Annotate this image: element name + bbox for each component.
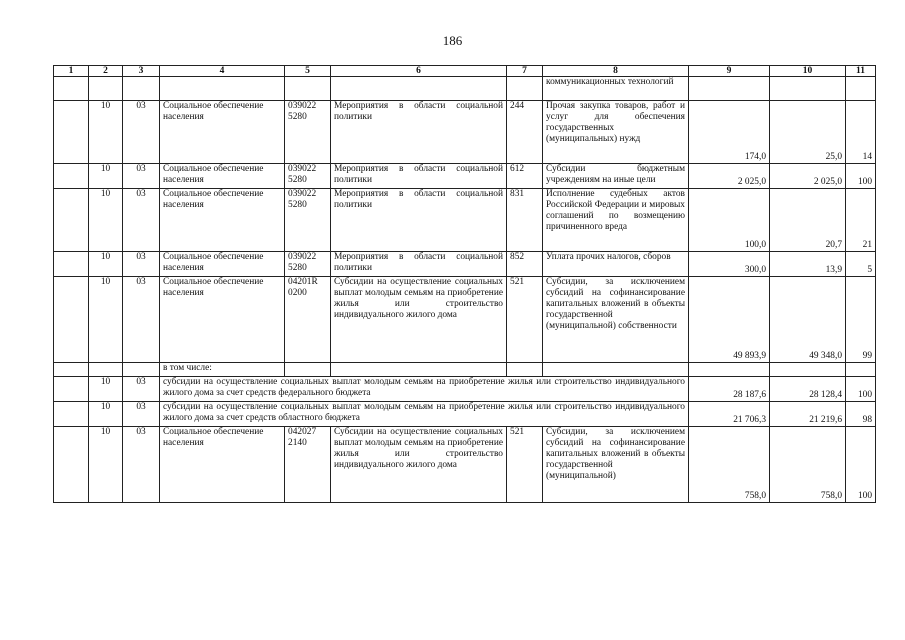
cell-section-name: Социальное обеспечение населения — [160, 189, 285, 252]
cell-plan: 28 187,6 — [689, 377, 770, 402]
cell-section-name: Социальное обеспечение населения — [160, 427, 285, 503]
column-header: 7 — [507, 66, 543, 77]
cell-section-name — [160, 77, 285, 101]
cell-expense-type: 521 — [507, 427, 543, 503]
cell-target-code: 039022 5280 — [285, 101, 331, 164]
budget-table — [53, 65, 876, 503]
cell-section: 10 — [89, 164, 123, 189]
cell-expense-type: 612 — [507, 164, 543, 189]
cell-target-code: 039022 5280 — [285, 189, 331, 252]
cell-subsection: 03 — [123, 377, 160, 402]
cell-subsection: 03 — [123, 164, 160, 189]
cell-col1 — [54, 101, 89, 164]
cell-actual: 758,0 — [770, 427, 846, 503]
cell-percent: 5 — [846, 252, 876, 277]
cell-col1 — [54, 277, 89, 363]
cell-actual: 2 025,0 — [770, 164, 846, 189]
merged-description-cell: субсидии на осуществление социальных выплат молодым семьям на приобретение жилья или строительство индивидуального жилого дома за счет средств федерального бюджета — [160, 377, 689, 402]
cell-subsection: 03 — [123, 427, 160, 503]
column-header: 4 — [160, 66, 285, 77]
cell-expense-name: Исполнение судебных актов Российской Федерации и мировых соглашений по возмещению причиненного вреда — [543, 189, 689, 252]
cell-section: 10 — [89, 402, 123, 427]
column-header: 10 — [770, 66, 846, 77]
cell-expense-type: 244 — [507, 101, 543, 164]
cell-percent: 100 — [846, 164, 876, 189]
cell-subsection: 03 — [123, 277, 160, 363]
cell-expense-name: Субсидии бюджетным учреждениям на иные цели — [543, 164, 689, 189]
cell-subsection: 03 — [123, 101, 160, 164]
cell-expense-name: Прочая закупка товаров, работ и услуг для обеспечения государственных (муниципальных) нужд — [543, 101, 689, 164]
cell-subsection: 03 — [123, 402, 160, 427]
cell-section: 10 — [89, 377, 123, 402]
cell-col1 — [54, 189, 89, 252]
cell-actual: 20,7 — [770, 189, 846, 252]
cell-subsection: 03 — [123, 189, 160, 252]
cell-actual: 21 219,6 — [770, 402, 846, 427]
cell-plan: 300,0 — [689, 252, 770, 277]
cell-target-name: Субсидии на осуществление социальных выплат молодым семьям на приобретение жилья или строительство индивидуального жилого дома — [331, 427, 507, 503]
column-header: 8 — [543, 66, 689, 77]
column-header: 2 — [89, 66, 123, 77]
cell-section — [89, 77, 123, 101]
cell-expense-name: коммуникационных технологий — [543, 77, 689, 101]
cell-percent: 100 — [846, 427, 876, 503]
cell-actual: 28 128,4 — [770, 377, 846, 402]
table-header-row — [54, 66, 876, 77]
table-row — [54, 189, 876, 252]
table-row — [54, 402, 876, 427]
cell-expense-type: 831 — [507, 189, 543, 252]
cell-section: 10 — [89, 277, 123, 363]
cell-section-name: Социальное обеспечение населения — [160, 164, 285, 189]
cell-expense-type: 521 — [507, 277, 543, 363]
cell-section-name: Социальное обеспечение населения — [160, 101, 285, 164]
cell-actual: 25,0 — [770, 101, 846, 164]
cell-target-code: 039022 5280 — [285, 252, 331, 277]
column-header: 11 — [846, 66, 876, 77]
cell-col1 — [54, 427, 89, 503]
cell-col1 — [54, 252, 89, 277]
table-row — [54, 252, 876, 277]
cell-section-name: Социальное обеспечение населения — [160, 252, 285, 277]
cell-col1 — [54, 164, 89, 189]
cell-expense-type: 852 — [507, 252, 543, 277]
cell-percent: 14 — [846, 101, 876, 164]
cell-actual: 13,9 — [770, 252, 846, 277]
cell-percent: 21 — [846, 189, 876, 252]
table-row — [54, 101, 876, 164]
cell-plan: 21 706,3 — [689, 402, 770, 427]
cell-target-name: Мероприятия в области социальной политики — [331, 101, 507, 164]
cell-section: 10 — [89, 252, 123, 277]
cell-subsection — [123, 77, 160, 101]
cell-plan: 758,0 — [689, 427, 770, 503]
cell-actual: 49 348,0 — [770, 277, 846, 363]
table-row — [54, 164, 876, 189]
cell-percent: 99 — [846, 277, 876, 363]
cell-target-name — [331, 77, 507, 101]
cell-expense-name: Уплата прочих налогов, сборов — [543, 252, 689, 277]
table-row — [54, 277, 876, 363]
cell-section: 10 — [89, 427, 123, 503]
cell-section: 10 — [89, 189, 123, 252]
table-row — [54, 77, 876, 101]
cell-percent — [846, 77, 876, 101]
cell-expense-type — [507, 77, 543, 101]
cell-actual — [770, 77, 846, 101]
table-row — [54, 363, 876, 377]
table-row — [54, 427, 876, 503]
cell-plan: 49 893,9 — [689, 277, 770, 363]
cell-target-code — [285, 77, 331, 101]
note-cell: в том числе: — [160, 363, 285, 377]
cell-target-name: Мероприятия в области социальной политики — [331, 252, 507, 277]
column-header: 5 — [285, 66, 331, 77]
cell-target-name: Мероприятия в области социальной политики — [331, 189, 507, 252]
cell-target-name: Мероприятия в области социальной политики — [331, 164, 507, 189]
page-number: 186 — [442, 33, 463, 48]
column-header: 9 — [689, 66, 770, 77]
cell-target-code: 042027 2140 — [285, 427, 331, 503]
table-row — [54, 377, 876, 402]
cell-target-code: 039022 5280 — [285, 164, 331, 189]
column-header: 1 — [54, 66, 89, 77]
cell-plan: 174,0 — [689, 101, 770, 164]
column-header: 6 — [331, 66, 507, 77]
cell-col1 — [54, 77, 89, 101]
cell-percent: 100 — [846, 377, 876, 402]
cell-section: 10 — [89, 101, 123, 164]
cell-section-name: Социальное обеспечение населения — [160, 277, 285, 363]
cell-target-code: 04201R 0200 — [285, 277, 331, 363]
cell-target-name: Субсидии на осуществление социальных выплат молодым семьям на приобретение жилья или строительство индивидуального жилого дома — [331, 277, 507, 363]
merged-description-cell: субсидии на осуществление социальных выплат молодым семьям на приобретение жилья или строительство индивидуального жилого дома за счет средств областного бюджета — [160, 402, 689, 427]
cell-expense-name: Субсидии, за исключением субсидий на софинансирование капитальных вложений в объекты государственной (муниципальной) собственности — [543, 277, 689, 363]
cell-plan: 100,0 — [689, 189, 770, 252]
column-header: 3 — [123, 66, 160, 77]
cell-percent: 98 — [846, 402, 876, 427]
cell-expense-name: Субсидии, за исключением субсидий на софинансирование капитальных вложений в объекты государственной (муниципальной) — [543, 427, 689, 503]
cell-plan: 2 025,0 — [689, 164, 770, 189]
cell-subsection: 03 — [123, 252, 160, 277]
cell-plan — [689, 77, 770, 101]
